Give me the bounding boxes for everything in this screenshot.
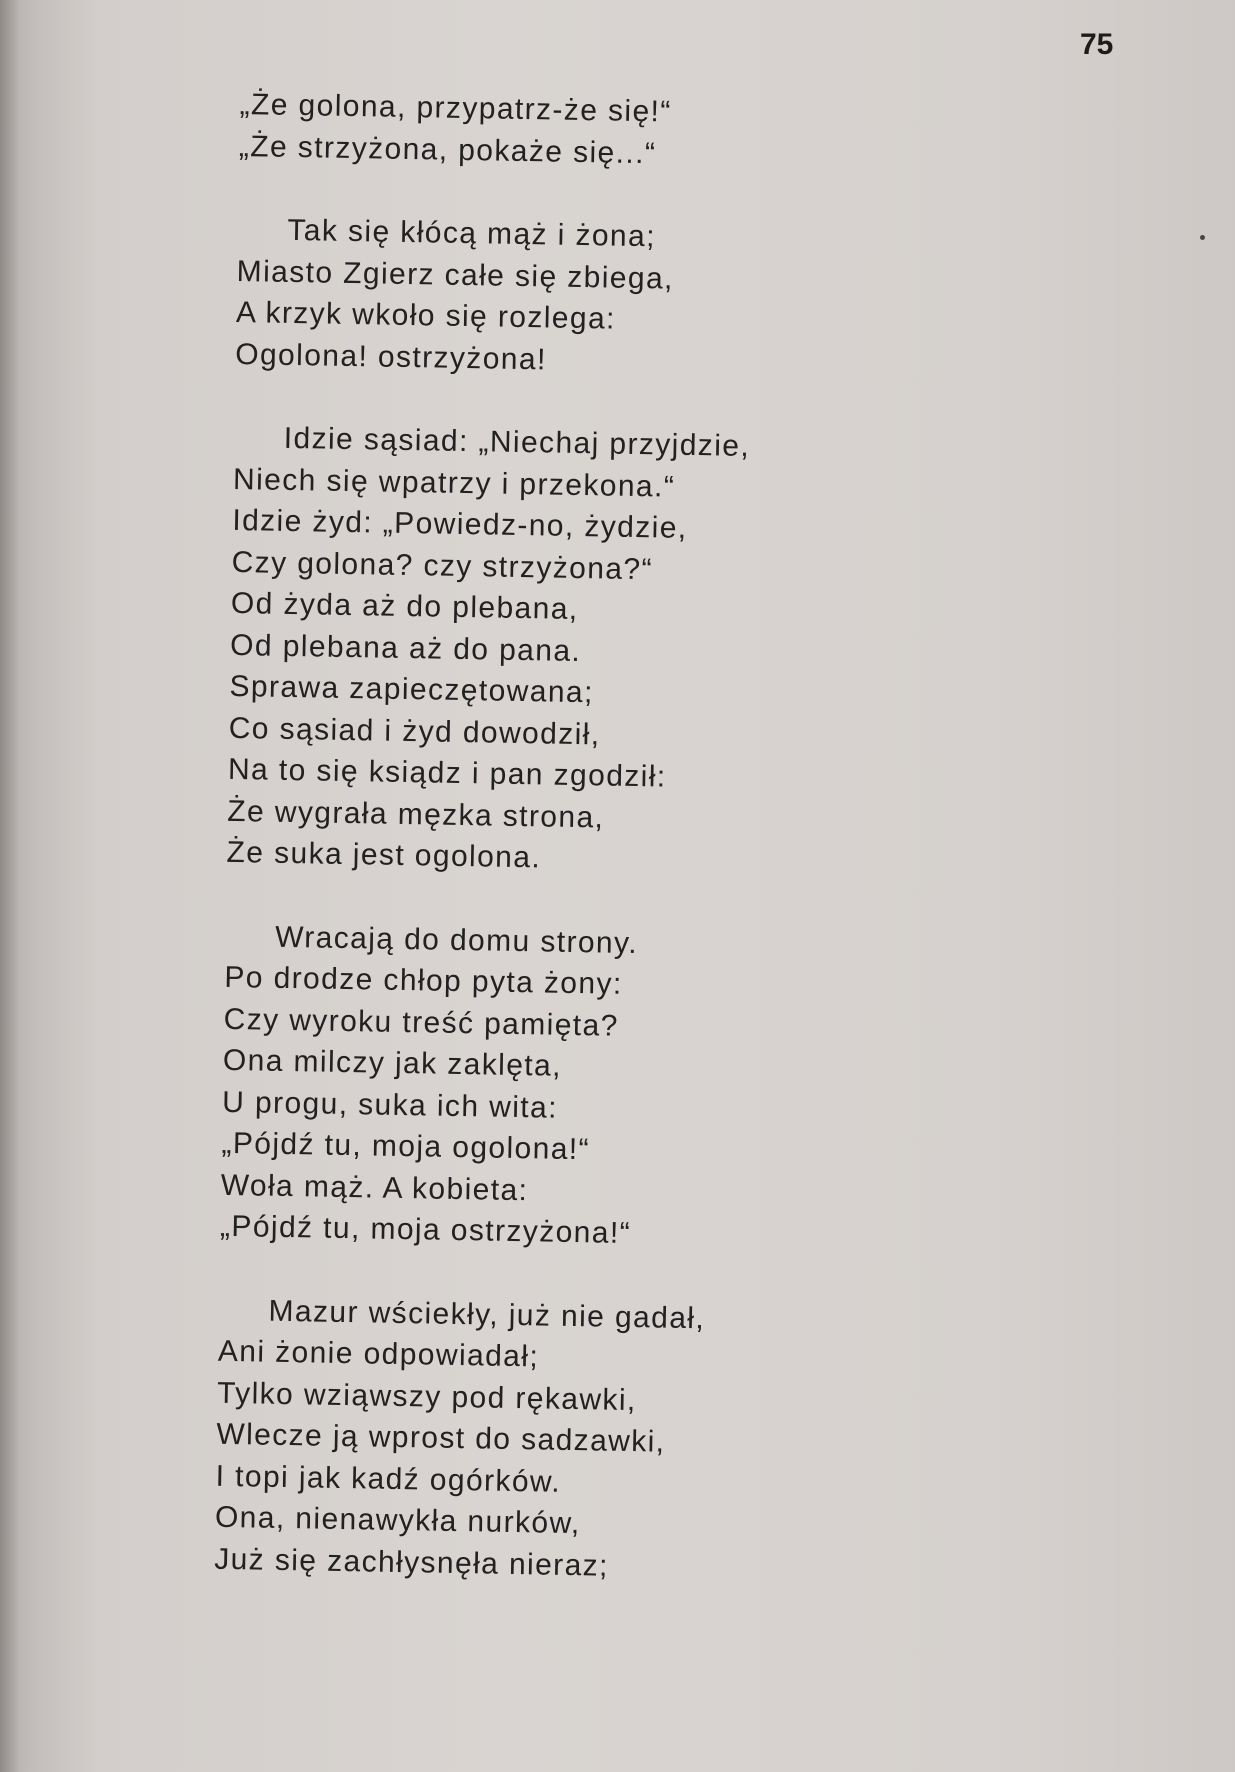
poem-line: Już się zachłysnęła nieraz; bbox=[213, 1542, 610, 1583]
poem-line: Niech się wpatrzy i przekona.“ bbox=[232, 462, 676, 504]
page-gutter-shadow bbox=[0, 0, 20, 1772]
poem-line: Wlecze ją wprost do sadzawki, bbox=[216, 1417, 666, 1459]
poem-line: „Że strzyżona, pokaże się...“ bbox=[238, 129, 657, 170]
stanza bbox=[235, 209, 1138, 391]
poem-line: Mazur wściekły, już nie gadał, bbox=[268, 1294, 706, 1335]
poem-line: Że wygrała męzka strona, bbox=[227, 794, 605, 834]
poem-line: „Pójdź tu, moja ostrzyżona!“ bbox=[219, 1209, 632, 1250]
ink-speck bbox=[1200, 235, 1205, 240]
poem-line: Idzie żyd: „Powiedz-no, żydzie, bbox=[232, 503, 688, 545]
stanza bbox=[226, 417, 1134, 889]
stanza bbox=[214, 1289, 1119, 1595]
poem-line: Co sąsiad i żyd dowodził, bbox=[228, 711, 601, 751]
poem-line: Że suka jest ogolona. bbox=[226, 835, 542, 875]
poem-line: I topi jak kadź ogórków. bbox=[215, 1459, 562, 1499]
poem-line: Ani żonie odpowiadał; bbox=[217, 1334, 540, 1374]
poem-line: Tak się kłócą mąż i żona; bbox=[287, 213, 657, 254]
poem-line: Czy golona? czy strzyżona?“ bbox=[231, 545, 654, 586]
poem-line: Od plebana aż do pana. bbox=[229, 628, 582, 668]
poem-line: „Że golona, przypatrz-że się!“ bbox=[239, 87, 673, 129]
poem-line: Wracają do domu strony. bbox=[274, 920, 639, 960]
stanza bbox=[239, 84, 1140, 183]
poem-line: Ona milczy jak zaklęta, bbox=[222, 1043, 563, 1083]
page-number: 75 bbox=[1080, 28, 1114, 61]
poem-line: Czy wyroku treść pamięta? bbox=[223, 1002, 620, 1043]
poem-line: Ona, nienawykła nurków, bbox=[214, 1500, 581, 1541]
poem-line: Na to się ksiądz i pan zgodził: bbox=[227, 752, 667, 794]
poem-line: Idzie sąsiad: „Niechaj przyjdzie, bbox=[283, 421, 751, 463]
poem-line: Miasto Zgierz całe się zbiega, bbox=[236, 254, 675, 296]
poem-line: A krzyk wkoło się rozlega: bbox=[235, 295, 617, 336]
stanza bbox=[220, 915, 1126, 1263]
poem-line: Po drodze chłop pyta żony: bbox=[224, 960, 623, 1001]
poem-line: Tylko wziąwszy pod rękawki, bbox=[216, 1376, 637, 1417]
poem-line: Ogolona! ostrzyżona! bbox=[234, 337, 548, 376]
poem-text bbox=[214, 84, 1140, 1595]
poem-line: Sprawa zapieczętowana; bbox=[229, 669, 595, 710]
poem-line: „Pójdź tu, moja ogolona!“ bbox=[221, 1126, 591, 1167]
poem-line: Od żyda aż do plebana, bbox=[230, 586, 579, 626]
poem-line: U progu, suka ich wita: bbox=[221, 1085, 559, 1125]
poem-line: Woła mąż. A kobieta: bbox=[220, 1168, 529, 1207]
